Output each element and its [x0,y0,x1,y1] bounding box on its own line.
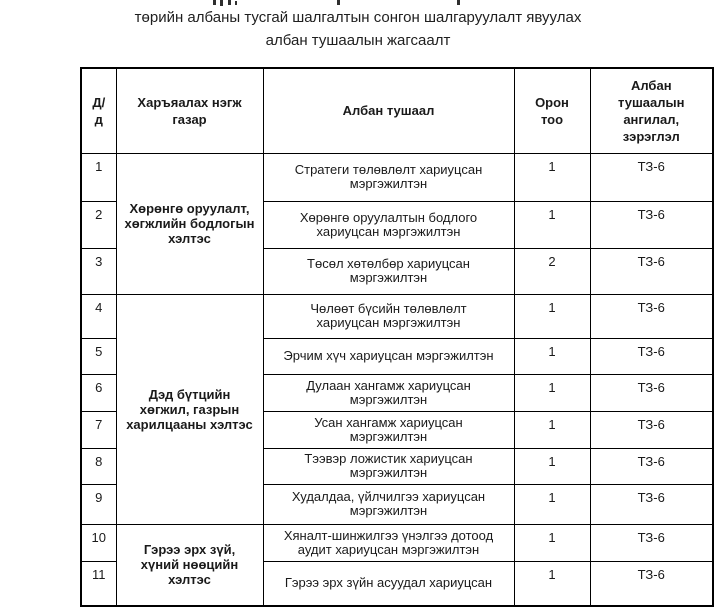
table-row [81,153,713,201]
count-cell: 2 [514,248,590,294]
header-no: Д/д [81,68,116,153]
table-header-row [81,68,713,153]
position-cell: Чөлөөт бүсийн төлөвлөлт хариуцсан мэргэжилтэн [263,294,514,338]
row-number-cell: 10 [81,524,116,561]
table-row [81,524,713,561]
count-cell: 1 [514,201,590,248]
row-number-cell: 2 [81,201,116,248]
position-cell: Тээвэр ложистик хариуцсан мэргэжилтэн [263,448,514,484]
row-number-cell: 6 [81,374,116,411]
count-cell: 1 [514,524,590,561]
unit-group-cell: Хөрөнгө оруулалт, хөгжлийн бодлогын хэлтэс [116,153,263,294]
position-cell: Усан хангамж хариуцсан мэргэжилтэн [263,411,514,448]
position-cell: Хөрөнгө оруулалтын бодлого хариуцсан мэргэжилтэн [263,201,514,248]
row-number-cell: 11 [81,561,116,606]
grade-cell: ТЗ-6 [590,374,713,411]
row-number-cell: 7 [81,411,116,448]
row-number-cell: 3 [81,248,116,294]
count-cell: 1 [514,374,590,411]
unit-group-cell: Гэрээ эрх зүй, хүний нөөцийн хэлтэс [116,524,263,606]
position-cell: Хяналт-шинжилгээ үнэлгээ дотоод аудит хариуцсан мэргэжилтэн [263,524,514,561]
header-unit: Харъяалах нэгж газар [116,68,263,153]
row-number-cell: 1 [81,153,116,201]
position-cell: Дулаан хангамж хариуцсан мэргэжилтэн [263,374,514,411]
count-cell: 1 [514,561,590,606]
positions-table [80,67,714,607]
header-count: Орон тоо [514,68,590,153]
grade-cell: ТЗ-6 [590,561,713,606]
count-cell: 1 [514,338,590,374]
row-number-cell: 8 [81,448,116,484]
row-number-cell: 9 [81,484,116,524]
row-number-cell: 4 [81,294,116,338]
count-cell: 1 [514,484,590,524]
header-position: Албан тушаал [263,68,514,153]
grade-cell: ТЗ-6 [590,411,713,448]
position-cell: Худалдаа, үйлчилгээ хариуцсан мэргэжилтэн [263,484,514,524]
position-cell: Гэрээ эрх зүйн асуудал хариуцсан [263,561,514,606]
title-line-1: төрийн албаны тусгай шалгалтын сонгон шалгаруулалт явуулах [134,9,582,26]
position-cell: Стратеги төлөвлөлт хариуцсан мэргэжилтэн [263,153,514,201]
grade-cell: ТЗ-6 [590,153,713,201]
header-grade: Албан тушаалын ангилал, зэрэглэл [590,68,713,153]
grade-cell: ТЗ-6 [590,338,713,374]
count-cell: 1 [514,448,590,484]
row-number-cell: 5 [81,338,116,374]
count-cell: 1 [514,294,590,338]
document-title [0,6,716,52]
count-cell: 1 [514,411,590,448]
count-cell: 1 [514,153,590,201]
grade-cell: ТЗ-6 [590,294,713,338]
position-cell: Эрчим хүч хариуцсан мэргэжилтэн [263,338,514,374]
unit-group-cell: Дэд бүтцийн хөгжил, газрын харилцааны хэлтэс [116,294,263,524]
grade-cell: ТЗ-6 [590,448,713,484]
grade-cell: ТЗ-6 [590,524,713,561]
grade-cell: ТЗ-6 [590,248,713,294]
grade-cell: ТЗ-6 [590,484,713,524]
title-line-2: албан тушаалын жагсаалт [265,32,451,49]
table-row [81,294,713,338]
grade-cell: ТЗ-6 [590,201,713,248]
position-cell: Төсөл хөтөлбөр хариуцсан мэргэжилтэн [263,248,514,294]
